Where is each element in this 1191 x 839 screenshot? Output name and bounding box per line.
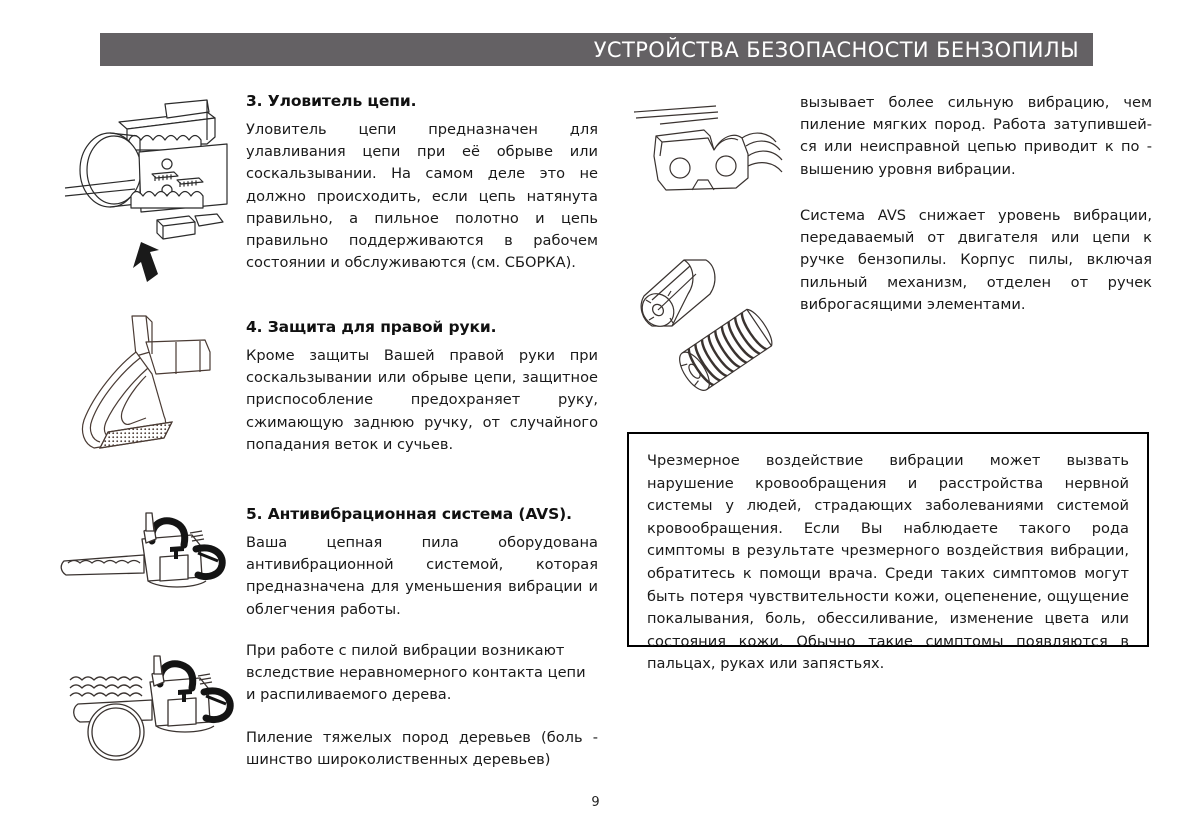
- paragraph-6-text: [246, 640, 598, 707]
- paragraph-6-body: При работе с пилой вибрации возникают вследствие неравномерного контакта цепи и распиливаемого дерева.: [246, 642, 586, 704]
- section-4-text: [246, 318, 598, 456]
- section-4-body: Кроме защиты Вашей правой руки при соскальзывании или обрыве цепи, защитное приспособление предохраняет руку, сжимающую заднюю ручку, от случайного попадания веток и сучьев.: [246, 347, 598, 453]
- right-paragraph-2-body: Система AVS снижает уровень вибрации, передаваемый от двигателя или цепи к ручке бензопилы. Корпус пилы, включая пильный механизм, отделен от ручек виброгасящими элементами.: [800, 207, 1152, 313]
- section-3-body: Уловитель цепи предназначен для улавливания цепи при её обрыве или соскальзывании. На самом деле это не должно происходить, если цепь натянута правильно, а пильное полотно и цепь правильно поддерживаются в рабочем состоянии и обслуживаются (см. СБОРКА).: [246, 121, 598, 272]
- right-paragraph-1-text: [800, 92, 1152, 181]
- page-number: 9: [591, 795, 600, 810]
- chain-cutter-tooth-illustration: [630, 96, 790, 236]
- section-5-body: Ваша цепная пила оборудована антивибрационной системой, которая предназначена для уменьшения вибрации и облегчения работы.: [246, 534, 598, 618]
- right-paragraph-2-text: [800, 205, 1152, 316]
- section-3-title: 3. Уловитель цепи.: [246, 92, 417, 110]
- page-header-title: УСТРОЙСТВА БЕЗОПАСНОСТИ БЕНЗОПИЛЫ: [593, 37, 1079, 62]
- section-4-title: 4. Защита для правой руки.: [246, 318, 497, 336]
- section-5-title: 5. Антивибрационная система (AVS).: [246, 505, 572, 523]
- section-3-text: [246, 92, 598, 274]
- vibration-warning-box: [627, 432, 1149, 673]
- paragraph-7-body: Пиление тяжелых пород деревьев (боль - шинство широколиственных деревьев): [246, 729, 598, 769]
- chainsaw-cutting-log-illustration: [60, 640, 245, 770]
- section-5-text: [246, 505, 598, 621]
- right-hand-guard-illustration: [60, 312, 240, 462]
- right-paragraph-1-body: вызывает более сильную вибрацию, чем пиление мягких пород. Работа затупившей- ся или неисправной цепью приводит к по - вышению уровня вибрации.: [800, 94, 1152, 178]
- page-header-bar: [100, 33, 1093, 66]
- vibration-dampener-illustration: [630, 252, 790, 397]
- chain-catcher-illustration: [57, 92, 237, 287]
- chainsaw-illustration: [60, 505, 245, 605]
- paragraph-7-text: [246, 727, 598, 771]
- vibration-warning-text: Чрезмерное воздействие вибрации может вызвать нарушение кровообращения и расстройства нервной системы у людей, страдающих заболеваниями системой кровообращения. Если Вы наблюдаете такого рода симптомы в результате чрезмерного воздействия вибрации, обратитесь к помощи врача. Среди таких симптомов могут быть потеря чувствительности кожи, оцепенение, ощущение покалывания, боль, обессиливание, изменение цвета или состояния кожи. Обычно такие симптомы появляются в пальцах, руках или запястьях.: [647, 452, 1129, 673]
